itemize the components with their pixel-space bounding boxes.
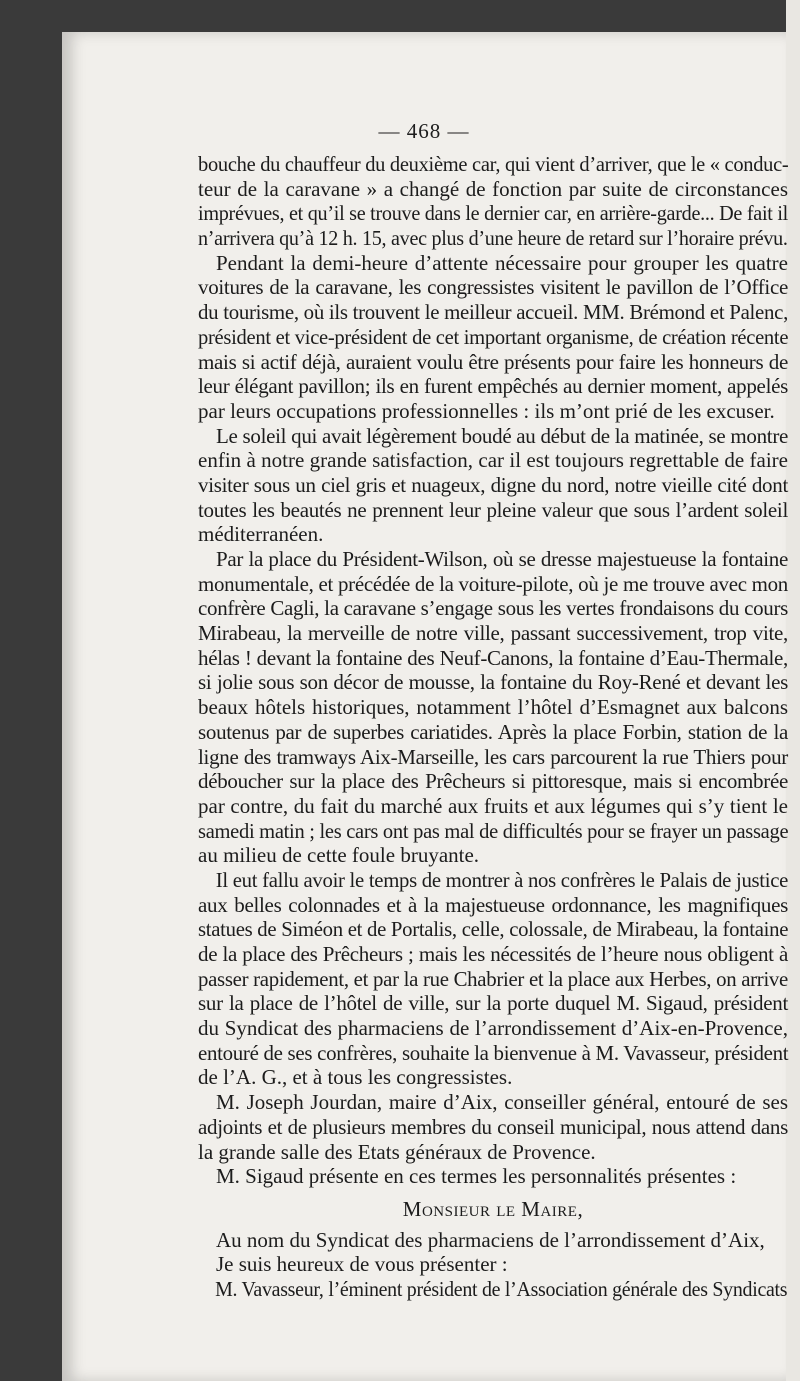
text-line: teur de la caravane » a changé de fonction par suite de circonstances bbox=[198, 176, 788, 201]
text-line: déboucher sur la place des Prêcheurs si pittoresque, mais si encombrée bbox=[198, 769, 788, 794]
text-line: soutenus par de superbes cariatides. Après la place Forbin, station de la bbox=[198, 719, 788, 744]
text-line: samedi matin ; les cars ont pas mal de difficultés pour se frayer un passage bbox=[198, 818, 789, 843]
text-line: voitures de la caravane, les congressistes visitent le pavillon de l’Office bbox=[198, 275, 788, 300]
text-line: imprévues, et qu’il se trouve dans le dernier car, en arrière-garde... De fait il bbox=[198, 201, 788, 226]
text-line: hélas ! devant la fontaine des Neuf-Canons, la fontaine d’Eau-Thermale, bbox=[198, 645, 788, 670]
text-line: président et vice-président de cet important organisme, de création récente bbox=[198, 324, 789, 349]
paragraph-start-line: Il eut fallu avoir le temps de montrer à nos confrères le Palais de justice bbox=[215, 867, 789, 892]
text-line: beaux hôtels historiques, notamment l’hôtel d’Esmagnet aux balcons bbox=[198, 695, 788, 720]
text-line: aux belles colonnades et à la majestueuse ordonnance, les magnifiques bbox=[198, 892, 788, 917]
text-line: leur élégant pavillon; ils en furent empêchés au dernier moment, appelés bbox=[198, 374, 788, 399]
text-line: la grande salle des Etats généraux de Provence. bbox=[198, 1139, 596, 1164]
text-line: adjoints et de plusieurs membres du conseil municipal, nous attend dans bbox=[198, 1114, 788, 1139]
next-page-edge bbox=[786, 0, 800, 1381]
paragraph-start-line: M. Sigaud présente en ces termes les personnalités présentes : bbox=[216, 1164, 737, 1189]
text-line: mais si actif déjà, auraient voulu être présents pour faire les honneurs de bbox=[198, 349, 788, 374]
speech-line: Au nom du Syndicat des pharmaciens de l’arrondissement d’Aix, bbox=[216, 1227, 765, 1252]
text-line: visiter sous un ciel gris et nuageux, digne du nord, notre vieille cité dont bbox=[198, 472, 788, 497]
page-number: — 468 — bbox=[378, 119, 470, 143]
text-line: Mirabeau, la merveille de notre ville, passant successivement, trop vite, bbox=[198, 621, 788, 646]
salutation-heading: Monsieur le Maire, bbox=[402, 1196, 584, 1221]
paragraph-start-line: Par la place du Président-Wilson, où se dresse majestueuse la fontaine bbox=[216, 547, 788, 571]
text-line: passer rapidement, et par la rue Chabrier et la place aux Herbes, on arrive bbox=[198, 966, 789, 991]
text-line: entouré de ses confrères, souhaite la bienvenue à M. Vavasseur, président bbox=[198, 1040, 789, 1065]
text-line: n’arrivera qu’à 12 h. 15, avec plus d’une heure de retard sur l’horaire prévu. bbox=[198, 226, 788, 251]
book-page bbox=[62, 32, 789, 1381]
text-line: du tourisme, où ils trouvent le meilleur accueil. MM. Brémond et Palenc, bbox=[198, 300, 789, 325]
speech-line: Je suis heureux de vous présenter : bbox=[216, 1252, 508, 1277]
speech-line: M. Vavasseur, l’éminent président de l’Association générale des Syndicats bbox=[215, 1276, 788, 1301]
text-line: statues de Siméon et de Portalis, celle, colossale, de Mirabeau, la fontaine bbox=[198, 917, 789, 942]
text-line: par leurs occupations professionnelles : ils m’ont prié de les excuser. bbox=[198, 398, 775, 423]
text-line: enfin à notre grande satisfaction, car il est toujours regrettable de faire bbox=[198, 448, 788, 473]
paragraph-start-line: Pendant la demi-heure d’attente nécessaire pour grouper les quatre bbox=[216, 250, 788, 275]
text-line: de la place des Prêcheurs ; mais les nécessités de l’heure nous obligent à bbox=[198, 942, 788, 966]
text-line: confrère Cagli, la caravane s’engage sous les vertes frondaisons du cours bbox=[198, 596, 788, 621]
text-line: par contre, du fait du marché aux fruits et aux légumes qui s’y tient le bbox=[198, 793, 788, 818]
text-line: ligne des tramways Aix-Marseille, les cars parcourent la rue Thiers pour bbox=[198, 744, 788, 769]
text-line: si jolie sous son décor de mousse, la fontaine du Roy-René et devant les bbox=[198, 670, 788, 695]
text-line: toutes les beautés ne prennent leur pleine valeur que sous l’ardent soleil bbox=[198, 497, 788, 522]
text-line: monumentale, et précédée de la voiture-pilote, où je me trouve avec mon bbox=[198, 571, 788, 596]
paragraph-start-line: M. Joseph Jourdan, maire d’Aix, conseiller général, entouré de ses bbox=[216, 1090, 788, 1115]
text-line: bouche du chauffeur du deuxième car, qui vient d’arriver, que le « conduc- bbox=[198, 152, 789, 176]
text-line: sur la place de l’hôtel de ville, sur la porte duquel M. Sigaud, président bbox=[198, 991, 788, 1016]
text-line: au milieu de cette foule bruyante. bbox=[198, 843, 480, 868]
text-line: du Syndicat des pharmaciens de l’arrondissement d’Aix-en-Provence, bbox=[198, 1016, 788, 1041]
text-line: de l’A. G., et à tous les congressistes. bbox=[198, 1065, 513, 1090]
body-text bbox=[198, 152, 788, 1302]
text-line: méditerranéen. bbox=[198, 522, 324, 547]
paragraph-start-line: Le soleil qui avait légèrement boudé au début de la matinée, se montre bbox=[216, 423, 789, 448]
scan-background-top bbox=[0, 0, 800, 32]
